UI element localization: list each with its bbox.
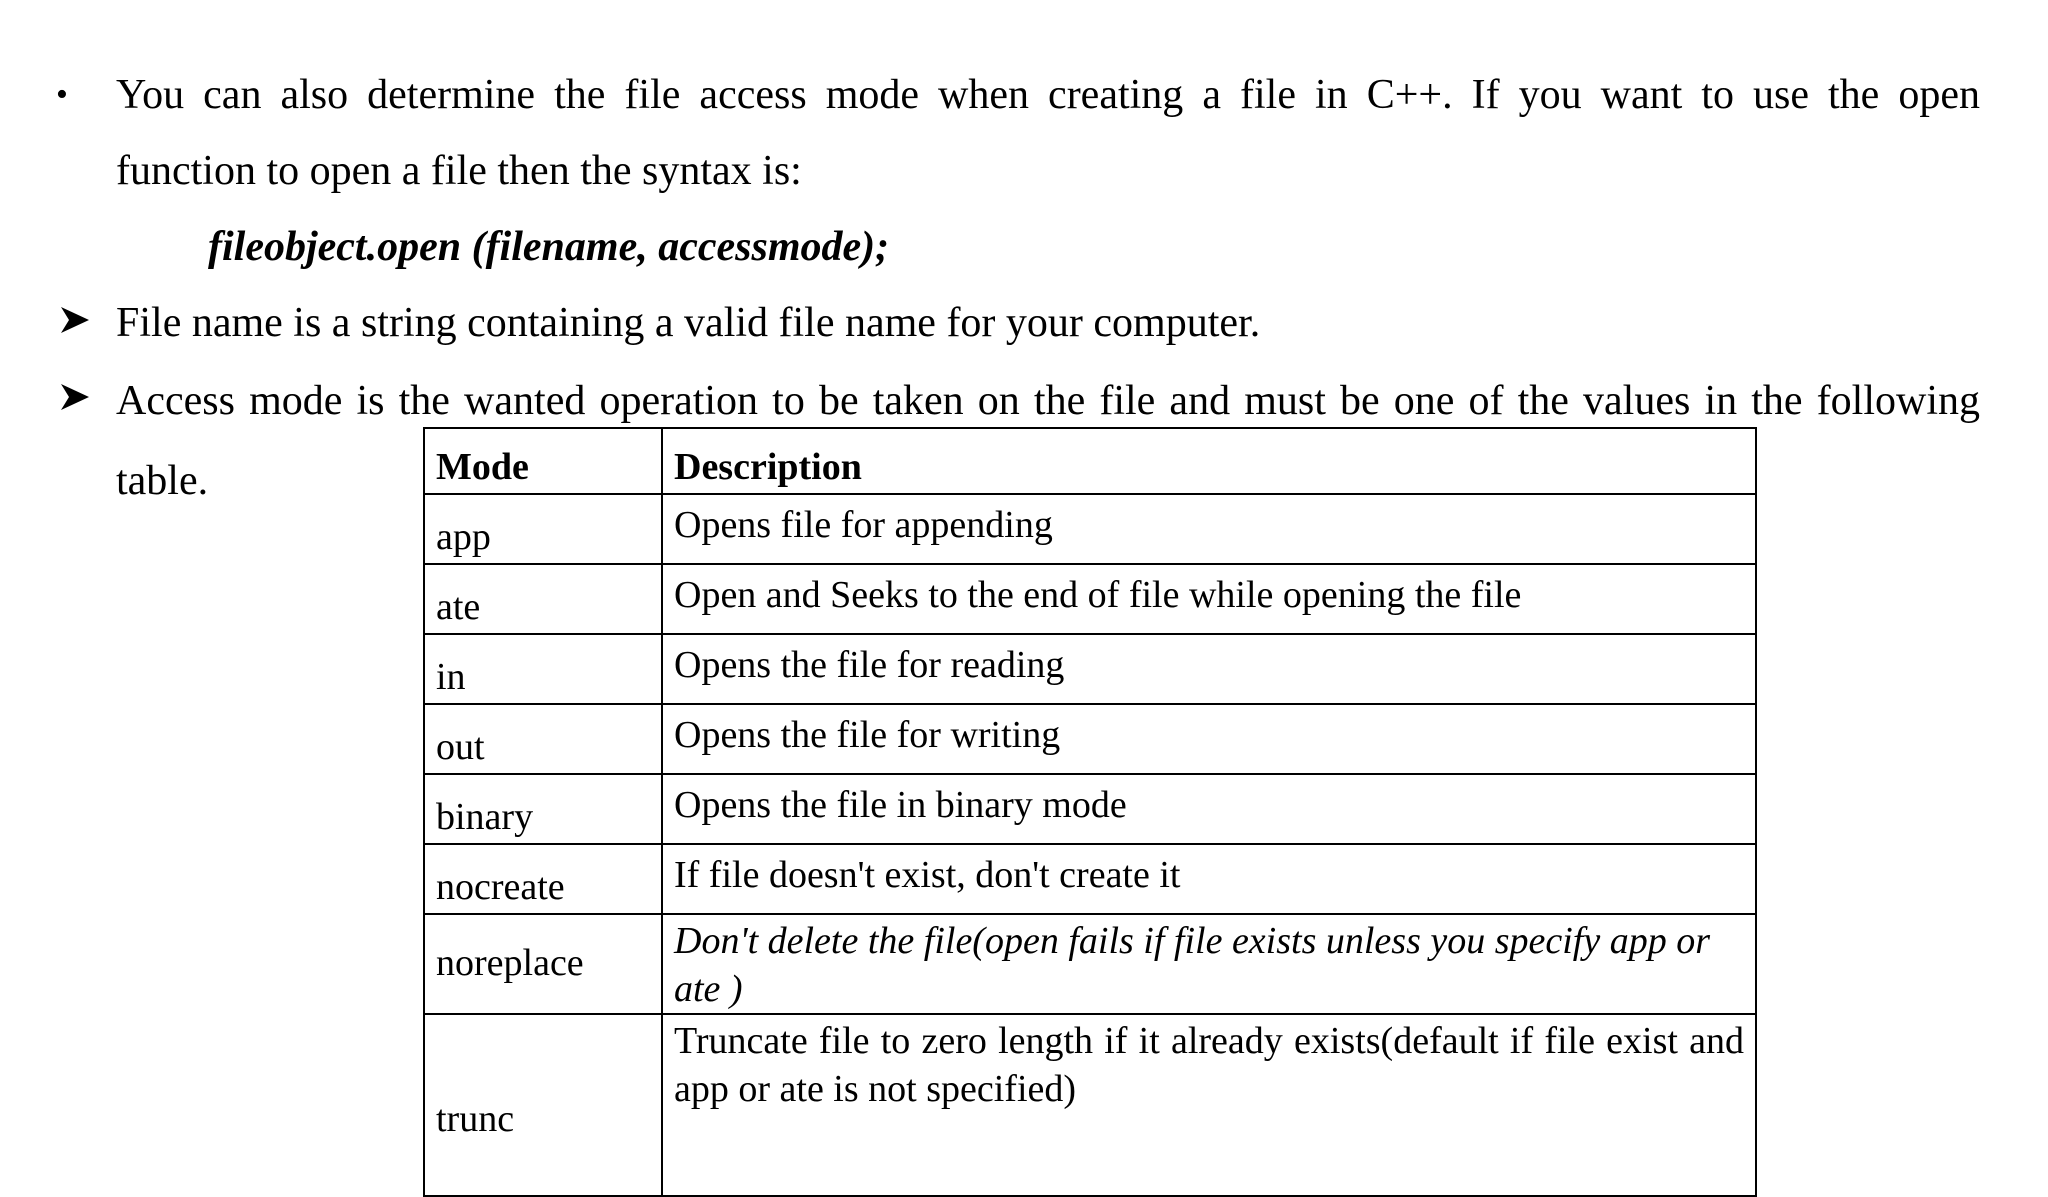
table-row bbox=[424, 914, 1756, 1014]
table-row bbox=[424, 774, 1756, 844]
mode-cell: app bbox=[424, 494, 662, 564]
access-mode-table bbox=[423, 427, 1757, 1197]
description-cell: Opens the file for reading bbox=[662, 634, 1756, 704]
mode-cell: nocreate bbox=[424, 844, 662, 914]
bullet1-line1: You can also determine the file access mode when creating a file in C++. If you want to use the open bbox=[116, 72, 1980, 118]
mode-cell: noreplace bbox=[424, 914, 662, 1014]
arrowhead-bullet-icon bbox=[58, 380, 92, 414]
table-row bbox=[424, 494, 1756, 564]
mode-cell: out bbox=[424, 704, 662, 774]
table-row bbox=[424, 1014, 1756, 1196]
description-cell: Don't delete the file(open fails if file exists unless you specify app or ate ) bbox=[662, 914, 1756, 1014]
description-cell: Truncate file to zero length if it already exists(default if file exist and app or ate is not specified) bbox=[662, 1014, 1756, 1196]
mode-cell: ate bbox=[424, 564, 662, 634]
header-description: Description bbox=[662, 428, 1756, 494]
arrowhead-bullet-icon bbox=[58, 303, 92, 337]
table-row bbox=[424, 634, 1756, 704]
table-header-row bbox=[424, 428, 1756, 494]
description-cell: Open and Seeks to the end of file while opening the file bbox=[662, 564, 1756, 634]
point2-line2: table. bbox=[116, 458, 209, 504]
round-bullet-icon: • bbox=[56, 76, 68, 113]
table-row bbox=[424, 564, 1756, 634]
bullet1-line2: function to open a file then the syntax is: bbox=[116, 148, 802, 194]
mode-cell: binary bbox=[424, 774, 662, 844]
point2-line1: Access mode is the wanted operation to be taken on the file and must be one of the values in the following bbox=[116, 378, 1980, 424]
table-row bbox=[424, 844, 1756, 914]
description-cell: Opens file for appending bbox=[662, 494, 1756, 564]
mode-cell: in bbox=[424, 634, 662, 704]
description-cell: Opens the file in binary mode bbox=[662, 774, 1756, 844]
table-row bbox=[424, 704, 1756, 774]
point1-text: File name is a string containing a valid file name for your computer. bbox=[116, 300, 1261, 346]
description-cell: If file doesn't exist, don't create it bbox=[662, 844, 1756, 914]
syntax-code: fileobject.open (filename, accessmode); bbox=[208, 224, 890, 270]
description-cell: Opens the file for writing bbox=[662, 704, 1756, 774]
mode-cell: trunc bbox=[424, 1014, 662, 1196]
header-mode: Mode bbox=[424, 428, 662, 494]
